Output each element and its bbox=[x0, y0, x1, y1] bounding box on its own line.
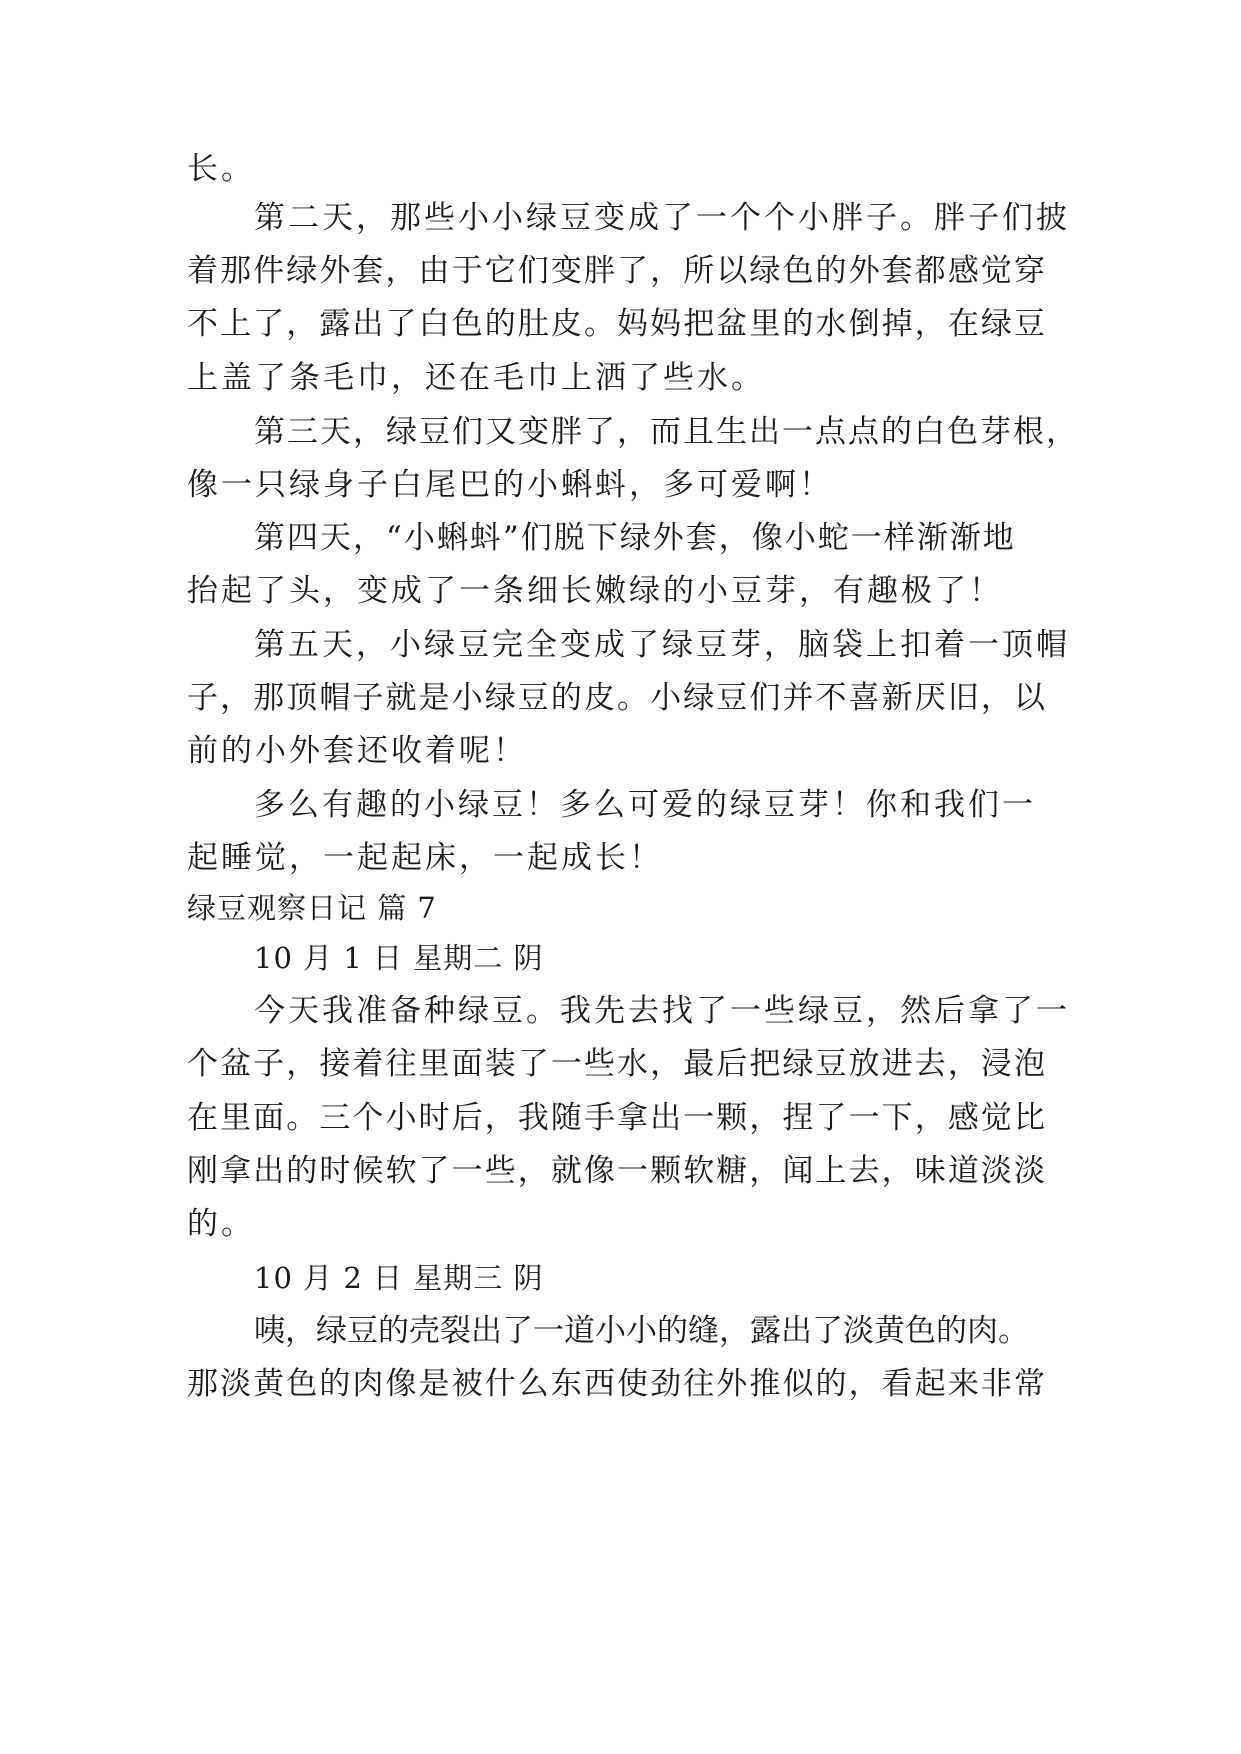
text-line: 第三天，绿豆们又变胖了，而且生出一点点的白色芽根， bbox=[254, 414, 1079, 450]
text-line: 长。 bbox=[187, 151, 255, 187]
text-line: 不上了，露出了白色的肚皮。妈妈把盆里的水倒掉，在绿豆 bbox=[187, 306, 1045, 342]
section-heading: 绿豆观察日记 篇 7 bbox=[187, 891, 437, 925]
text-line: 刚拿出的时候软了一些，就像一颗软糖，闻上去，味道淡淡 bbox=[187, 1153, 1045, 1189]
text-line: 第二天，那些小小绿豆变成了一个个小胖子。胖子们披 bbox=[254, 200, 1070, 236]
text-line: 多么有趣的小绿豆！多么可爱的绿豆芽！你和我们一 bbox=[254, 787, 1036, 823]
text-line: 上盖了条毛巾，还在毛巾上洒了些水。 bbox=[187, 360, 765, 396]
text-line: 在里面。三个小时后，我随手拿出一颗，捏了一下，感觉比 bbox=[187, 1100, 1045, 1136]
text-line: 着那件绿外套，由于它们变胖了，所以绿色的外套都感觉穿 bbox=[187, 253, 1045, 289]
text-line: 第四天，“小蝌蚪”们脱下绿外套，像小蛇一样渐渐地 bbox=[254, 520, 1016, 556]
text-line: 咦，绿豆的壳裂出了一道小小的缝，露出了淡黄色的肉。 bbox=[254, 1313, 1029, 1349]
text-line: 今天我准备种绿豆。我先去找了一些绿豆，然后拿了一 bbox=[254, 993, 1070, 1029]
text-line: 第五天，小绿豆完全变成了绿豆芽，脑袋上扣着一顶帽 bbox=[254, 627, 1070, 663]
text-line: 抬起了头，变成了一条细长嫩绿的小豆芽，有趣极了！ bbox=[187, 573, 1003, 609]
text-line: 的。 bbox=[187, 1206, 255, 1242]
text-line: 子，那顶帽子就是小绿豆的皮。小绿豆们并不喜新厌旧，以 bbox=[187, 680, 1045, 716]
diary-date: 10 月 2 日 星期三 阴 bbox=[254, 1261, 544, 1295]
text-line: 个盆子，接着往里面装了一些水，最后把绿豆放进去，浸泡 bbox=[187, 1046, 1045, 1082]
text-line: 那淡黄色的肉像是被什么东西使劲往外推似的，看起来非常 bbox=[187, 1366, 1045, 1402]
text-line: 起睡觉，一起起床，一起成长！ bbox=[187, 840, 663, 876]
text-line: 前的小外套还收着呢！ bbox=[187, 733, 527, 769]
diary-date: 10 月 1 日 星期二 阴 bbox=[254, 941, 544, 975]
text-line: 像一只绿身子白尾巴的小蝌蚪，多可爱啊！ bbox=[187, 467, 833, 503]
